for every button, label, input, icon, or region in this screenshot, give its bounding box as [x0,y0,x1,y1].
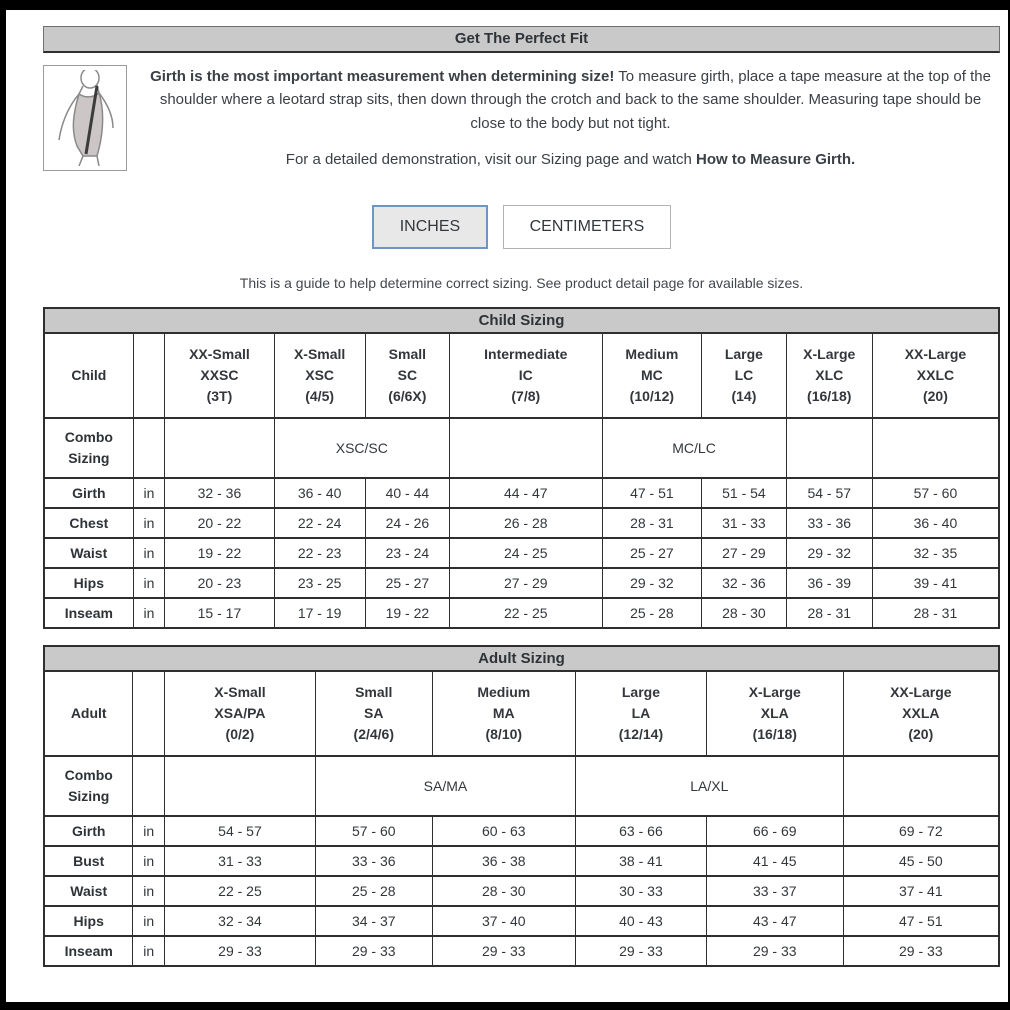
size-column-header: Medium MC (10/12) [602,333,702,418]
combo-size-cell [164,756,315,816]
size-range-cell: 20 - 23 [165,568,274,598]
size-range-cell: 29 - 33 [843,936,999,966]
leotard-figure-icon [49,70,121,166]
size-range-cell: 44 - 47 [450,478,602,508]
unit-toggle [43,205,1000,249]
size-column-header: X-Small XSC (4/5) [274,333,365,418]
size-column-header: XX-Large XXLA (20) [843,671,999,756]
combo-size-cell: SA/MA [315,756,575,816]
page-title: Get The Perfect Fit [43,26,1000,53]
size-range-cell: 31 - 33 [164,846,315,876]
size-range-cell: 23 - 24 [365,538,449,568]
size-range-cell: 17 - 19 [274,598,365,628]
size-range-cell: 54 - 57 [786,478,872,508]
combo-row-label: Combo Sizing [44,756,133,816]
size-range-cell: 28 - 31 [602,508,702,538]
size-range-cell: 45 - 50 [843,846,999,876]
unit-column-header [133,333,165,418]
size-range-cell: 29 - 33 [164,936,315,966]
size-range-cell: 36 - 38 [432,846,575,876]
combo-size-cell [786,418,872,478]
girth-intro-paragraph [141,65,1000,135]
size-range-cell: 39 - 41 [872,568,999,598]
size-range-cell: 29 - 32 [602,568,702,598]
unit-cell: in [133,936,165,966]
size-range-cell: 33 - 37 [706,876,843,906]
size-range-cell: 47 - 51 [843,906,999,936]
size-range-cell: 43 - 47 [706,906,843,936]
size-range-cell: 28 - 31 [872,598,999,628]
size-range-cell: 27 - 29 [702,538,786,568]
table-title: Child Sizing [44,308,999,333]
size-column-header: Intermediate IC (7/8) [450,333,602,418]
size-range-cell: 57 - 60 [315,816,432,846]
table-corner-label: Child [44,333,133,418]
child-sizing-table [43,307,1000,629]
measure-row-label: Bust [44,846,133,876]
table-title: Adult Sizing [44,646,999,671]
size-range-cell: 30 - 33 [575,876,706,906]
size-range-cell: 28 - 30 [702,598,786,628]
combo-size-cell [843,756,999,816]
size-range-cell: 33 - 36 [315,846,432,876]
size-range-cell: 69 - 72 [843,816,999,846]
adult-sizing-table [43,645,1000,967]
demo-bold-text: How to Measure Girth. [696,150,856,168]
size-column-header: Large LC (14) [702,333,786,418]
combo-row-label: Combo Sizing [44,418,133,478]
demo-text: For a detailed demonstration, visit our Sizing page and watch [285,150,697,168]
measure-row-label: Hips [44,568,133,598]
size-range-cell: 40 - 43 [575,906,706,936]
size-column-header: XX-Small XXSC (3T) [165,333,274,418]
size-range-cell: 29 - 33 [315,936,432,966]
size-range-cell: 37 - 40 [432,906,575,936]
size-range-cell: 25 - 28 [315,876,432,906]
unit-cell: in [133,538,165,568]
measure-row-label: Inseam [44,598,133,628]
size-column-header: X-Small XSA/PA (0/2) [164,671,315,756]
size-range-cell: 23 - 25 [274,568,365,598]
size-range-cell: 38 - 41 [575,846,706,876]
size-range-cell: 66 - 69 [706,816,843,846]
size-range-cell: 24 - 25 [450,538,602,568]
size-column-header: XX-Large XXLC (20) [872,333,999,418]
sizing-guide-page [6,10,1008,1002]
measure-row-label: Waist [44,876,133,906]
intro-text-column [141,65,1000,171]
size-range-cell: 26 - 28 [450,508,602,538]
size-column-header: Large LA (12/14) [575,671,706,756]
size-range-cell: 37 - 41 [843,876,999,906]
size-column-header: Small SA (2/4/6) [315,671,432,756]
size-range-cell: 25 - 27 [365,568,449,598]
size-range-cell: 32 - 36 [165,478,274,508]
centimeters-button[interactable]: CENTIMETERS [503,205,672,249]
size-range-cell: 22 - 23 [274,538,365,568]
unit-column-header [133,671,165,756]
size-column-header: X-Large XLC (16/18) [786,333,872,418]
measure-row-label: Girth [44,816,133,846]
size-range-cell: 29 - 33 [432,936,575,966]
size-range-cell: 27 - 29 [450,568,602,598]
size-range-cell: 25 - 28 [602,598,702,628]
size-range-cell: 24 - 26 [365,508,449,538]
size-range-cell: 29 - 33 [706,936,843,966]
unit-cell: in [133,846,165,876]
size-range-cell: 31 - 33 [702,508,786,538]
size-range-cell: 63 - 66 [575,816,706,846]
girth-intro-bold: Girth is the most important measurement when determining size! [150,68,615,85]
unit-cell: in [133,598,165,628]
size-range-cell: 41 - 45 [706,846,843,876]
size-range-cell: 40 - 44 [365,478,449,508]
unit-cell: in [133,906,165,936]
size-range-cell: 60 - 63 [432,816,575,846]
size-range-cell: 36 - 40 [872,508,999,538]
unit-cell [133,418,165,478]
unit-cell [133,756,165,816]
unit-cell: in [133,568,165,598]
size-range-cell: 57 - 60 [872,478,999,508]
size-range-cell: 22 - 25 [164,876,315,906]
size-range-cell: 19 - 22 [365,598,449,628]
size-range-cell: 20 - 22 [165,508,274,538]
size-range-cell: 15 - 17 [165,598,274,628]
size-range-cell: 28 - 31 [786,598,872,628]
unit-cell: in [133,816,165,846]
unit-cell: in [133,876,165,906]
size-column-header: Medium MA (8/10) [432,671,575,756]
size-range-cell: 22 - 24 [274,508,365,538]
combo-size-cell: MC/LC [602,418,786,478]
size-range-cell: 34 - 37 [315,906,432,936]
size-range-cell: 25 - 27 [602,538,702,568]
girth-intro-rest: To measure girth, place a tape measure at the top of the shoulder where a leotard strap sits, then down through the crotch and back to the same shoulder. Measuring tape should be close to the body but not tight. [159,68,991,132]
demo-line [141,151,1000,168]
size-range-cell: 29 - 32 [786,538,872,568]
size-range-cell: 33 - 36 [786,508,872,538]
measure-row-label: Waist [44,538,133,568]
combo-size-cell [872,418,999,478]
combo-size-cell: LA/XL [575,756,843,816]
size-range-cell: 22 - 25 [450,598,602,628]
combo-size-cell [165,418,274,478]
combo-size-cell: XSC/SC [274,418,449,478]
measure-row-label: Girth [44,478,133,508]
combo-size-cell [450,418,602,478]
size-range-cell: 36 - 39 [786,568,872,598]
leotard-girth-diagram-icon [43,65,127,171]
inches-button[interactable]: INCHES [372,205,488,249]
measure-row-label: Hips [44,906,133,936]
size-column-header: X-Large XLA (16/18) [706,671,843,756]
size-range-cell: 54 - 57 [164,816,315,846]
size-range-cell: 32 - 35 [872,538,999,568]
size-range-cell: 19 - 22 [165,538,274,568]
size-range-cell: 32 - 36 [702,568,786,598]
unit-cell: in [133,508,165,538]
size-range-cell: 28 - 30 [432,876,575,906]
size-column-header: Small SC (6/6X) [365,333,449,418]
size-range-cell: 51 - 54 [702,478,786,508]
sizing-guide-note: This is a guide to help determine correct sizing. See product detail page for available sizes. [239,275,804,291]
measure-row-label: Chest [44,508,133,538]
measure-row-label: Inseam [44,936,133,966]
size-range-cell: 47 - 51 [602,478,702,508]
size-range-cell: 32 - 34 [164,906,315,936]
size-range-cell: 29 - 33 [575,936,706,966]
size-range-cell: 36 - 40 [274,478,365,508]
intro-section [43,65,1000,171]
unit-cell: in [133,478,165,508]
table-corner-label: Adult [44,671,133,756]
